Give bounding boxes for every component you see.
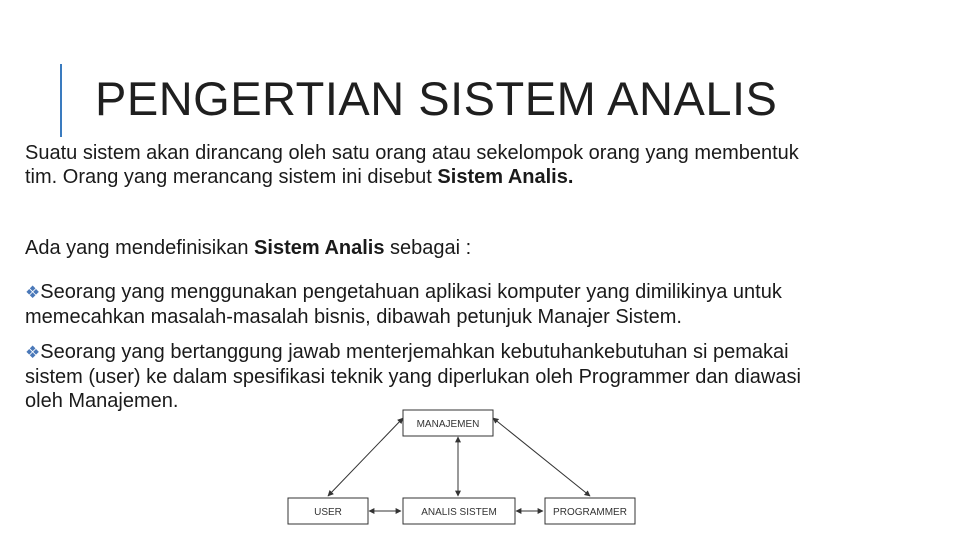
arrow-manajemen-user (328, 418, 403, 496)
definition-intro-suffix: sebagai : (384, 237, 472, 259)
bullet-2-line-3: oleh Manajemen. (25, 390, 179, 412)
manajemen-label: MANAJEMEN (416, 419, 480, 430)
bullet-diamond-icon: ❖ (25, 283, 41, 302)
arrow-manajemen-programmer (493, 418, 590, 496)
bullet-2-line-2: sistem (user) ke dalam spesifikasi teknik yang diperlukan oleh Programmer dan diawasi (25, 366, 801, 388)
intro-paragraph (25, 141, 925, 189)
definition-intro (25, 236, 925, 260)
intro-term: Sistem Analis. (437, 166, 574, 188)
bullet-item-1 (25, 280, 925, 329)
page-title: PENGERTIAN SISTEM ANALIS (95, 72, 778, 125)
analis-box (403, 498, 515, 524)
bullet-1-line-2: memecahkan masalah-masalah bisnis, dibawah petunjuk Manajer Sistem. (25, 306, 682, 328)
programmer-label: PROGRAMMER (553, 507, 627, 518)
intro-line-2 (25, 165, 925, 189)
programmer-box (545, 498, 635, 524)
bullet-1-text-1: Seorang yang menggunakan pengetahuan aplikasi komputer yang dimilikinya untuk (40, 281, 782, 303)
definition-intro-text: Ada yang mendefinisikan (25, 237, 255, 259)
bullet-2-text-1: Seorang yang bertanggung jawab menterjemahkan kebutuhankebutuhan si pemakai (40, 341, 789, 363)
bullet-1-line-1 (25, 280, 925, 305)
intro-line-2-text: tim. Orang yang merancang sistem ini disebut (25, 166, 438, 188)
user-box (288, 498, 368, 524)
manajemen-box (403, 410, 493, 436)
user-label: USER (314, 507, 342, 518)
bullet-diamond-icon: ❖ (25, 343, 41, 362)
analis-label: ANALIS SISTEM (421, 507, 497, 518)
title-accent-bar (60, 64, 62, 137)
bullet-2-line-1 (25, 340, 925, 365)
org-diagram (270, 400, 670, 535)
definition-term: Sistem Analis (254, 237, 385, 259)
intro-line-1: Suatu sistem akan dirancang oleh satu orang atau sekelompok orang yang membentuk (25, 142, 799, 164)
